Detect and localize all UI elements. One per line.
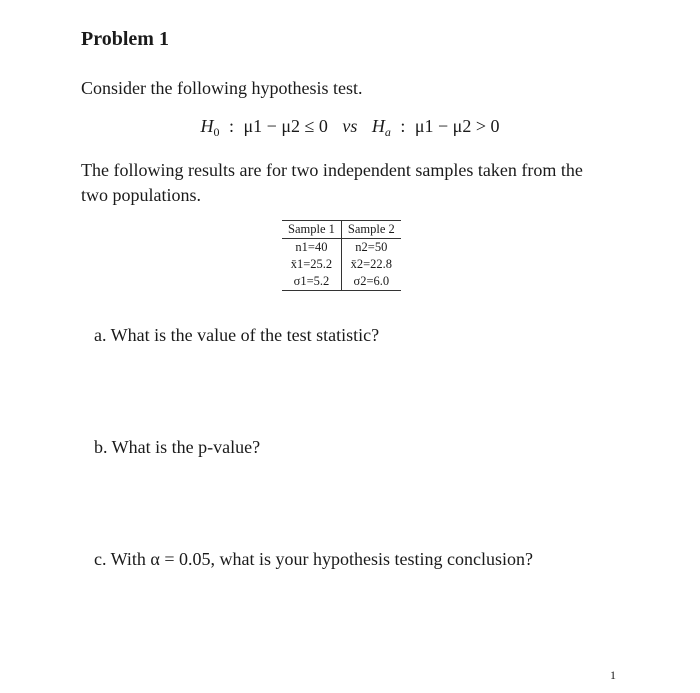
table-row (282, 273, 401, 291)
cell-n2: n2=50 (355, 240, 388, 254)
description-line-2: two populations. (81, 185, 201, 205)
problem-title: Problem 1 (81, 28, 169, 50)
hypothesis-formula: $H_0$ : μ1 − μ2 ≤ 0 vs $H_a$ : μ1 − μ2 > 0 (200, 116, 500, 139)
question-a: a. What is the value of the test statistic? (94, 325, 380, 345)
h0-subscript: 0 (213, 125, 220, 139)
vs-connector: vs (342, 116, 358, 136)
table-row (282, 256, 401, 273)
question-c: c. With α = 0.05, what is your hypothesis testing conclusion? (94, 549, 533, 569)
cell-n1: n1=40 (282, 239, 341, 257)
table-header-row (282, 221, 401, 239)
h0-expression: μ1 − μ2 ≤ 0 (243, 116, 328, 136)
sample-table (282, 220, 401, 291)
table-row (282, 239, 401, 257)
h0-symbol: H (200, 116, 214, 136)
ha-expression: μ1 − μ2 > 0 (414, 116, 500, 136)
cell-sigma2: σ2=6.0 (341, 273, 400, 291)
cell-xbar1: x̄1=25.2 (282, 256, 341, 273)
description-line-1: The following results are for two independent samples taken from the (81, 160, 583, 180)
page-number: 1 (610, 668, 616, 682)
cell-sigma1: σ1=5.2 (282, 273, 341, 291)
ha-symbol: H (371, 116, 385, 136)
ha-subscript: a (384, 125, 391, 139)
intro-text: Consider the following hypothesis test. (81, 78, 363, 98)
cell-xbar2: x̄2=22.8 (350, 257, 393, 271)
question-b: b. What is the p-value? (94, 437, 261, 457)
header-sample-2: Sample 2 (341, 221, 400, 239)
header-sample-1: Sample 1 (282, 221, 341, 239)
